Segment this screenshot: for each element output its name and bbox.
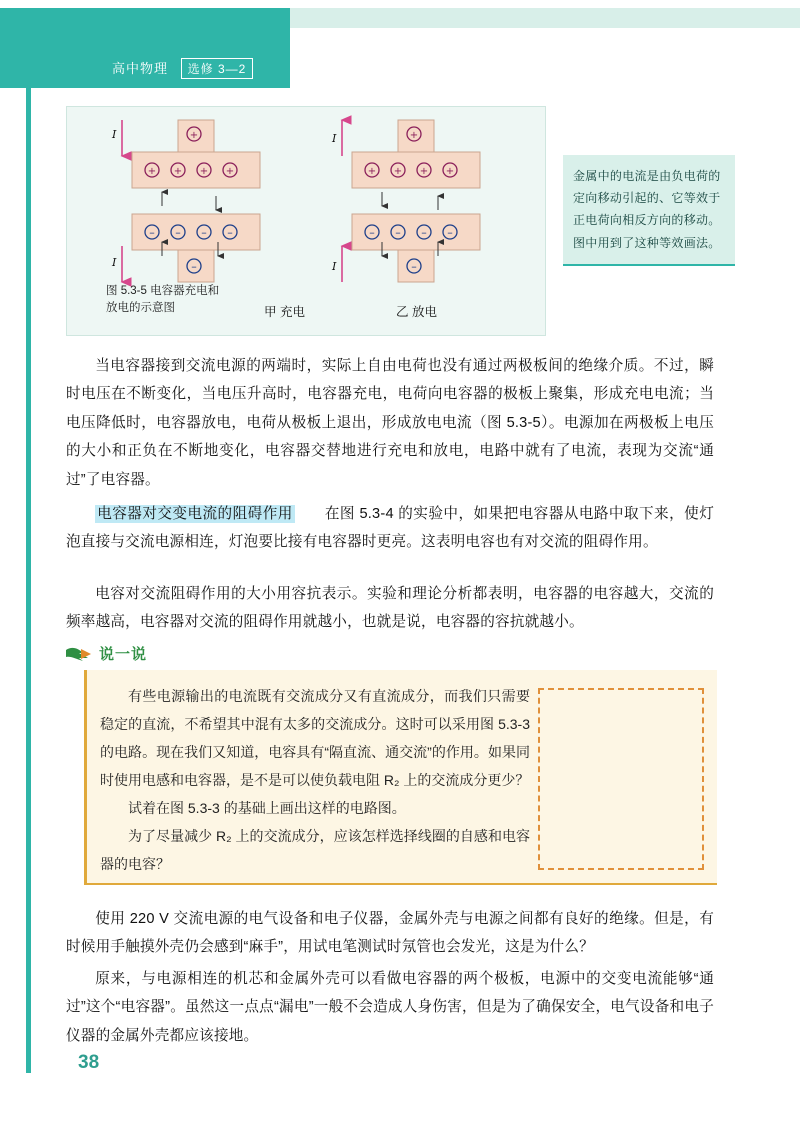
running-header [112, 58, 253, 79]
svg-text:+: + [367, 166, 377, 177]
left-teal-rule [26, 88, 31, 1073]
paragraph-1-text: 当电容器接到交流电源的两端时，实际上自由电荷也没有通过两极板间的绝缘介质。不过，瞬时电压在不断变化，当电压升高时，电容器充电，电荷向电容器的极板上聚集，形成充电电流；当电压降低时，电容器放电，电荷从极板上退出，形成放电电流（图 5.3-5）。电源加在两极板上电压的大小和正负在不断地变化，电容器交替地进行充电和放电，电路中就有了电流，表现为交流“通过”了电容器。 [66, 358, 714, 488]
svg-text:+: + [173, 166, 183, 177]
shuo-yi-shuo-title: 说一说 [99, 646, 148, 663]
paragraph-2 [66, 500, 714, 557]
svg-text:+: + [225, 166, 235, 177]
figure-sublabel-b: 乙 放电 [396, 305, 437, 319]
svg-text:I: I [332, 132, 337, 145]
arrow-bullet-icon [66, 646, 92, 661]
header-subject: 高中物理 [112, 61, 169, 76]
svg-text:I: I [112, 128, 117, 141]
svg-text:+: + [419, 166, 429, 177]
shuo-paragraph-1: 有些电源输出的电流既有交流成分又有直流成分，而我们只需要稳定的直流，不希望其中混有太多的交流成分。这时可以采用图 5.3-3 的电路。现在我们又知道，电容具有“隔直流、通交流”的作用。如果同时使用电感和电容器，是不是可以使负载电阻 R₂ 上的交流成分更少？ [100, 688, 530, 788]
svg-text:+: + [445, 166, 455, 177]
svg-text:–: – [411, 260, 417, 273]
svg-text:–: – [395, 226, 401, 239]
paragraph-2-wrap [66, 500, 714, 557]
svg-text:+: + [147, 166, 157, 177]
paragraph-5 [66, 965, 714, 1050]
paragraph-3 [66, 580, 714, 637]
shuo-yi-shuo-heading [66, 643, 147, 664]
svg-text:I: I [112, 256, 117, 269]
svg-text:–: – [191, 260, 197, 273]
figure-caption: 图 5.3-5 电容器充电和放电的示意图 [106, 285, 220, 315]
shuo-paragraph-3: 为了尽量减少 R₂ 上的交流成分，应该怎样选择线圈的自感和电容器的电容？ [100, 828, 530, 872]
svg-text:–: – [227, 226, 233, 239]
shuo-paragraph-2: 试着在图 5.3-3 的基础上画出这样的电路图。 [128, 800, 406, 816]
page-number: 38 [78, 1052, 100, 1073]
header-book: 选修 3—2 [181, 58, 254, 79]
svg-text:–: – [421, 226, 427, 239]
svg-text:–: – [447, 226, 453, 239]
top-white-strip [0, 0, 800, 8]
svg-text:I: I [332, 260, 337, 273]
svg-text:+: + [189, 130, 199, 141]
paragraph-2-text: 在图 5.3-4 的实验中，如果把电容器从电路中取下来，使灯泡直接与交流电源相连，灯泡要比接有电容器时更亮。这表明电容也有对交流的阻碍作用。 [66, 506, 714, 551]
margin-note: 金属中的电流是由负电荷的定向移动引起的、它等效于正电荷向相反方向的移动。图中用到了这种等效画法。 [563, 155, 735, 266]
svg-text:–: – [369, 226, 375, 239]
answer-slot-dashed-box [538, 688, 704, 870]
svg-text:+: + [199, 166, 209, 177]
svg-text:–: – [175, 226, 181, 239]
paragraph-1 [66, 352, 714, 494]
shuo-yi-shuo-content [100, 682, 530, 878]
svg-text:–: – [149, 226, 155, 239]
paragraph-5-text: 原来，与电源相连的机芯和金属外壳可以看做电容器的两个极板，电源中的交变电流能够“通过”这个“电容器”。虽然这一点点“漏电”一般不会造成人身伤害，但是为了确保安全，电气设备和电子仪器的金属外壳都应该接地。 [66, 971, 714, 1044]
key-term-highlight: 电容器对交变电流的阻碍作用 [97, 506, 293, 522]
paragraph-3-text: 电容对交流阻碍作用的大小用容抗表示。实验和理论分析都表明，电容器的电容越大，交流的频率越高，电容器对交流的阻碍作用就越小，也就是说，电容器的容抗就越小。 [66, 586, 714, 631]
paragraph-4-text: 使用 220 V 交流电源的电气设备和电子仪器，金属外壳与电源之间都有良好的绝缘。但是，有时候用手触摸外壳仍会感到“麻手”，用试电笔测试时氖管也会发光，这是为什么？ [66, 911, 714, 956]
svg-text:+: + [409, 130, 419, 141]
svg-text:–: – [201, 226, 207, 239]
figure-sublabel-a: 甲 充电 [264, 305, 305, 319]
svg-text:+: + [393, 166, 403, 177]
paragraph-4 [66, 905, 714, 962]
